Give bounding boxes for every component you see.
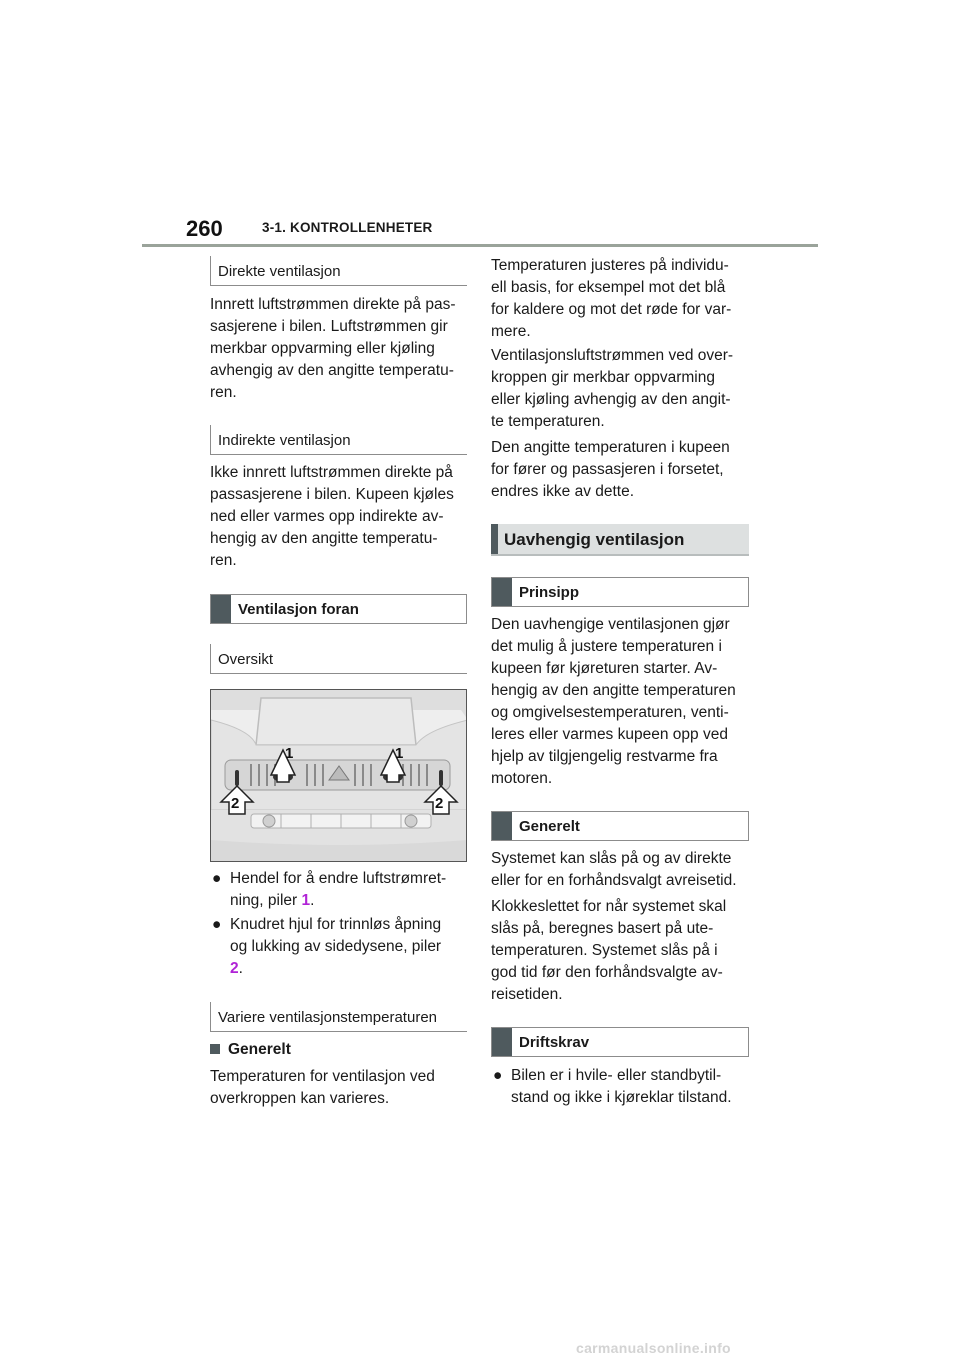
text-line: stand og ikke i kjøreklar tilstand.	[511, 1089, 732, 1106]
bullet-requirement	[493, 1065, 776, 1109]
heading-uavhengig-ventilasjon: Uavhengig ventilasjon	[491, 524, 749, 556]
bullet-dot: ●	[493, 1067, 503, 1084]
temp-para-1	[491, 255, 756, 343]
callout-2-left: 2	[231, 795, 240, 812]
heading-driftskrav: Driftskrav	[491, 1027, 749, 1057]
text-fragment: .	[310, 892, 315, 909]
text-line: eller for en forhåndsvalgt avreisetid.	[491, 872, 737, 889]
text-line: eller kjøling avhengig av den angit-	[491, 391, 731, 408]
text-line: Innrett luftstrømmen direkte på pas-	[210, 296, 456, 313]
text-line: Den angitte temperaturen i kupeen	[491, 439, 730, 456]
heading-generelt-right: Generelt	[491, 811, 749, 841]
text-line: Bilen er i hvile- eller standbytil-	[511, 1067, 722, 1084]
text-line: for fører og passasjeren i forsetet,	[491, 461, 724, 478]
text-line: Hendel for å endre luftstrømret-	[230, 870, 447, 887]
text-line: temperaturen. Systemet slås på i	[491, 942, 718, 959]
heading-text: Generelt	[228, 1041, 291, 1058]
direct-text	[210, 294, 470, 404]
text-line: for kaldere og mot det røde for var-	[491, 301, 732, 318]
text-line: slås på, beregnes basert på ute-	[491, 920, 714, 937]
square-marker	[210, 1044, 220, 1054]
text-line: leres eller varmes kupeen opp ved	[491, 726, 728, 743]
section-title: 3-1. KONTROLLENHETER	[262, 220, 433, 235]
text-line: endres ikke av dette.	[491, 483, 635, 500]
text-line	[230, 890, 490, 912]
text-line: hjelp av tilgjengelig restvarme fra	[491, 748, 718, 765]
text-line: te temperaturen.	[491, 413, 605, 430]
page-number: 260	[186, 216, 223, 241]
text-line: Ventilasjonsluftstrømmen ved over-	[491, 347, 734, 364]
bullet-dot: ●	[212, 870, 222, 887]
text-line: sasjerene i bilen. Luftstrømmen gir	[210, 318, 448, 335]
watermark: carmanualsonline.info	[576, 1340, 731, 1356]
callout-1-left: 1	[285, 745, 294, 762]
text-line: og lukking av sidedysene, piler	[230, 938, 442, 955]
header-rule	[142, 244, 818, 247]
text-line: ren.	[210, 552, 237, 569]
temp-para-3	[491, 437, 756, 503]
text-line: motoren.	[491, 770, 553, 787]
text-line: Klokkeslettet for når systemet skal	[491, 898, 727, 915]
heading-ventilasjon-foran: Ventilasjon foran	[210, 594, 467, 624]
subheading-variere: Variere ventilasjonstemperaturen	[210, 1002, 467, 1032]
text-line: reisetiden.	[491, 986, 563, 1003]
text-line: mere.	[491, 323, 531, 340]
text-line: overkroppen kan varieres.	[210, 1090, 390, 1107]
text-line: Systemet kan slås på og av direkte	[491, 850, 732, 867]
general-para-1	[491, 848, 756, 892]
temp-para-2	[491, 345, 756, 433]
text-line: god tid før den forhåndsvalgte av-	[491, 964, 723, 981]
text-line: Temperaturen justeres på individu-	[491, 257, 729, 274]
text-line: det mulig å justere temperaturen i	[491, 638, 722, 655]
subheading-direct: Direkte ventilasjon	[210, 256, 467, 286]
indirect-text	[210, 462, 470, 572]
principle-text	[491, 614, 756, 790]
text-line: kupeen før kjøreturen starter. Av-	[491, 660, 718, 677]
dashboard-illustration	[211, 690, 467, 862]
text-line: kroppen gir merkbar oppvarming	[491, 369, 715, 386]
text-line: Den uavhengige ventilasjonen gjør	[491, 616, 730, 633]
heading-prinsipp: Prinsipp	[491, 577, 749, 607]
text-line: merkbar oppvarming eller kjøling	[210, 340, 435, 357]
heading-generelt-left	[210, 1041, 291, 1059]
text-line	[230, 958, 490, 980]
text-line: hengig av den angitte temperatu-	[210, 530, 438, 547]
subheading-oversikt: Oversikt	[210, 644, 467, 674]
subheading-indirect: Indirekte ventilasjon	[210, 425, 467, 455]
callout-ref: 1	[301, 892, 311, 909]
text-line: Knudret hjul for trinnløs åpning	[230, 916, 442, 933]
text-line: hengig av den angitte temperaturen	[491, 682, 736, 699]
text-fragment: .	[238, 960, 243, 977]
bullet-wheel	[212, 914, 490, 980]
callout-2-right: 2	[435, 795, 444, 812]
general-para-2	[491, 896, 756, 1006]
text-line: ren.	[210, 384, 237, 401]
text-line: Ikke innrett luftstrømmen direkte på	[210, 464, 453, 481]
text-line: avhengig av den angitte temperatu-	[210, 362, 454, 379]
text-line: og omgivelsestemperaturen, venti-	[491, 704, 729, 721]
dashboard-vents-figure	[210, 689, 467, 862]
text-line: ell basis, for eksempel mot det blå	[491, 279, 726, 296]
text-line: Temperaturen for ventilasjon ved	[210, 1068, 435, 1085]
bullet-dot: ●	[212, 916, 222, 933]
callout-ref: 2	[230, 960, 239, 977]
callout-1-right: 1	[395, 745, 404, 762]
text-line: ned eller varmes opp indirekte av-	[210, 508, 444, 525]
text-fragment: ning, piler	[230, 892, 302, 909]
text-line: passasjerene i bilen. Kupeen kjøles	[210, 486, 454, 503]
bullet-lever	[212, 868, 490, 912]
general-text-left	[210, 1066, 470, 1110]
